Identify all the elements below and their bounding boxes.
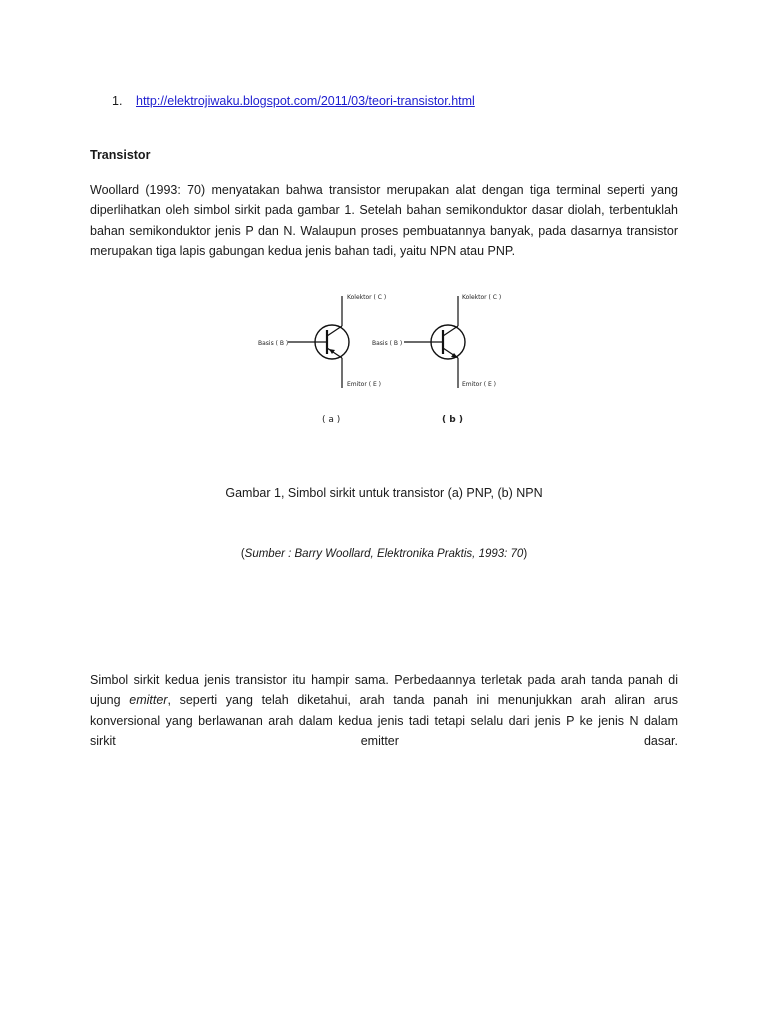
- source-close-paren: ): [523, 548, 528, 560]
- explanation-paragraph: [90, 670, 678, 751]
- figure-source: [0, 545, 768, 563]
- label-base-b: Basis ( B ): [372, 340, 403, 347]
- line-word: sirkit: [90, 733, 116, 748]
- transistor-diagram: [250, 284, 502, 434]
- list-number: 1.: [112, 94, 123, 108]
- paragraph-line: [90, 731, 678, 751]
- reference-list-item: [112, 92, 475, 110]
- label-base-a: Basis ( B ): [258, 340, 289, 347]
- reference-link[interactable]: http://elektrojiwaku.blogspot.com/2011/03/teori-transistor.html: [136, 94, 475, 108]
- npn-transistor-symbol: [372, 294, 501, 425]
- line-text: ujung: [90, 693, 130, 708]
- paragraph-line: Simbol sirkit kedua jenis transistor itu hampir sama. Perbedaannya terletak pada arah tanda panah di: [90, 673, 678, 687]
- line-word: dasar.: [643, 733, 678, 748]
- label-figure-b: ( b ): [442, 415, 463, 425]
- paragraph-line: bahan semikonduktor jenis P dan N. Walaupun proses pembuatannya banyak, pada dasarnya transistor: [90, 223, 678, 238]
- transistor-symbol-figure: [250, 284, 502, 434]
- label-collector-b: Kolektor ( C ): [462, 294, 502, 301]
- source-text: Sumber : Barry Woollard, Elektronika Praktis, 1993: 70: [244, 548, 524, 560]
- paragraph-line: merupakan tiga lapis gabungan kedua jenis bahan tadi, yaitu NPN atau PNP.: [90, 243, 516, 258]
- pnp-transistor-symbol: [258, 294, 386, 425]
- section-heading: Transistor: [90, 148, 151, 162]
- label-emitter-b: Emitor ( E ): [462, 381, 496, 388]
- paragraph-line: diperlihatkan oleh simbol sirkit pada gambar 1. Setelah bahan semikonduktor dasar diolah, terbentuklah: [90, 203, 678, 218]
- source-open-paren: (: [240, 548, 245, 560]
- label-collector-a: Kolektor ( C ): [347, 294, 387, 301]
- figure-caption: Gambar 1, Simbol sirkit untuk transistor (a) PNP, (b) NPN: [225, 486, 543, 500]
- line-word: emitter: [360, 733, 399, 748]
- label-figure-a: ( a ): [322, 415, 341, 425]
- paragraph-line: [90, 690, 678, 710]
- line-text: , seperti yang telah diketahui, arah tanda panah ini menunjukkan arah aliran arus: [167, 693, 679, 708]
- label-emitter-a: Emitor ( E ): [347, 381, 381, 388]
- emitter-term: emitter: [129, 693, 168, 708]
- paragraph-line: konversional yang berlawanan arah dalam kedua jenis tadi tetapi selalu dari jenis P ke jenis N dalam: [90, 713, 678, 728]
- paragraph-line: Woollard (1993: 70) menyatakan bahwa transistor merupakan alat dengan tiga terminal seperti yang: [90, 183, 678, 197]
- intro-paragraph: [90, 180, 678, 261]
